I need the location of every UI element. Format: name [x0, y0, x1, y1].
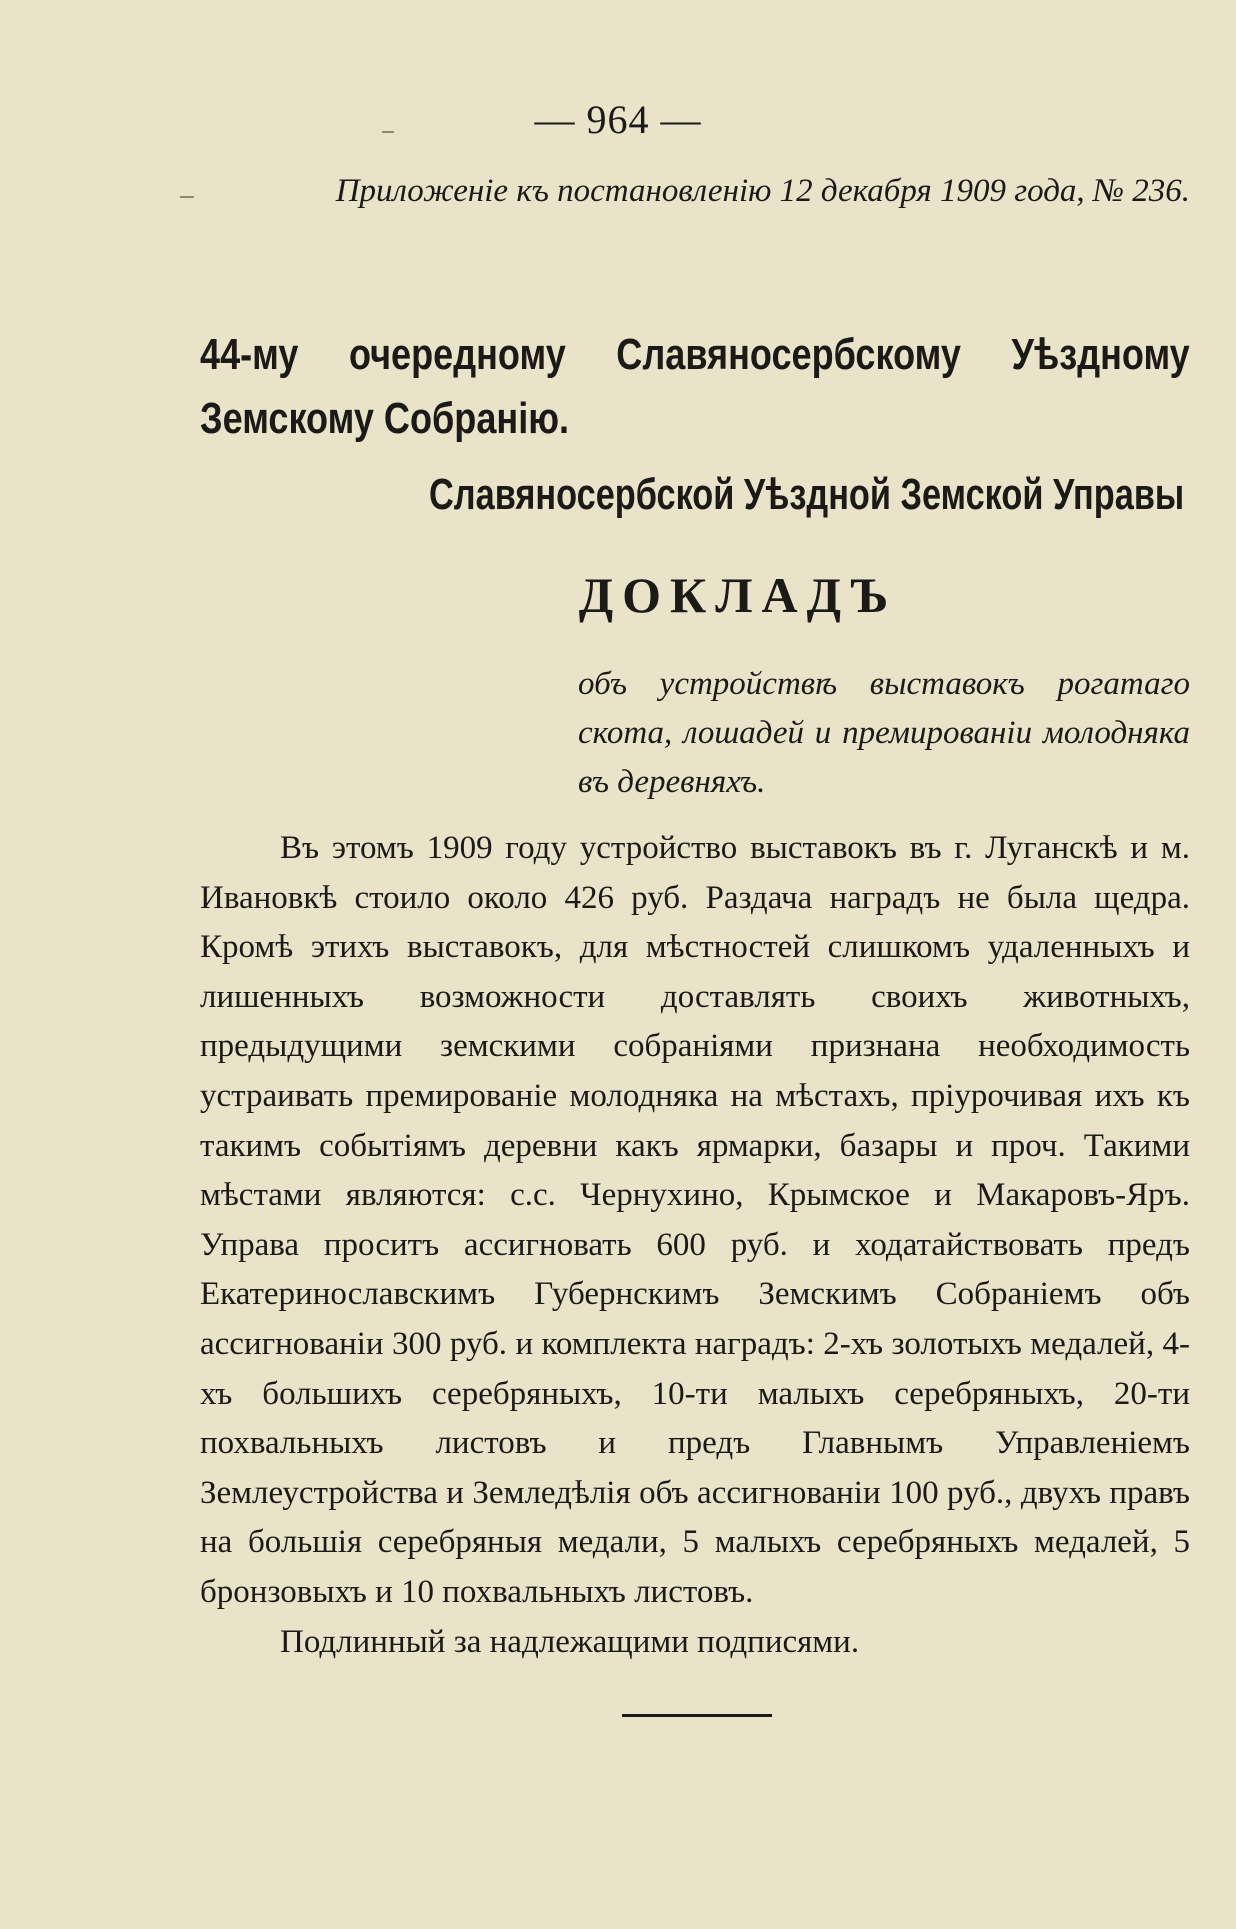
closing-rule [622, 1714, 772, 1717]
report-paragraph: Въ этомъ 1909 году устройство выставокъ въ г. Луганскѣ и м. Ивановкѣ стоило около 426 руб. Раздача наградъ не была щедра. Кромѣ этихъ выставокъ, для мѣстностей слишкомъ удаленныхъ и лишенныхъ возможности доставлять своихъ животныхъ, предыдущими земскими собранiями признана необходимость устраивать премированiе молодняка на мѣстахъ, прiурочивая ихъ къ такимъ событiямъ деревни какъ ярмарки, базары и проч. Такими мѣстами являются: с.с. Чернухино, Крымское и Макаровъ-Яръ. Управа проситъ ассигновать 600 руб. и ходатайствовать предъ Екатеринославскимъ Губернскимъ Земскимъ Собранiемъ объ ассигнованiи 300 руб. и комплекта наградъ: 2-хъ золотыхъ медалей, 4-хъ большихъ серебряныхъ, 10-ти малыхъ серебряныхъ, 20-ти похвальныхъ листовъ и предъ Главнымъ Управленiемъ Землеустройства и Земледѣлiя объ ассигнованiи 100 руб., двухъ правъ на большiя серебряныя медали, 5 малыхъ серебряныхъ медалей, 5 бронзовыхъ и 10 похвальныхъ листовъ. [200, 830, 1190, 1610]
document-title: ДОКЛАДЪ [578, 567, 898, 623]
appendix-reference: Приложенiе къ постановленiю 12 декабря 1909 года, № 236. [335, 173, 1190, 209]
signature-note: Подлинный за надлежащими подписями. [280, 1623, 860, 1660]
report-body [200, 824, 1190, 1667]
margin-mark [180, 196, 194, 198]
board-subheading: Славяносербской Уѣздной Земской Управы [428, 470, 1184, 519]
assembly-heading: 44-му очередному Славяносербскому Уѣздному Земскому Собранiю. [200, 330, 1190, 443]
document-subject: объ устройствѣ выставокъ рогатаго скота, лошадей и премированiи молодняка въ деревняхъ. [578, 666, 1190, 800]
page-number: — 964 — [534, 97, 702, 142]
